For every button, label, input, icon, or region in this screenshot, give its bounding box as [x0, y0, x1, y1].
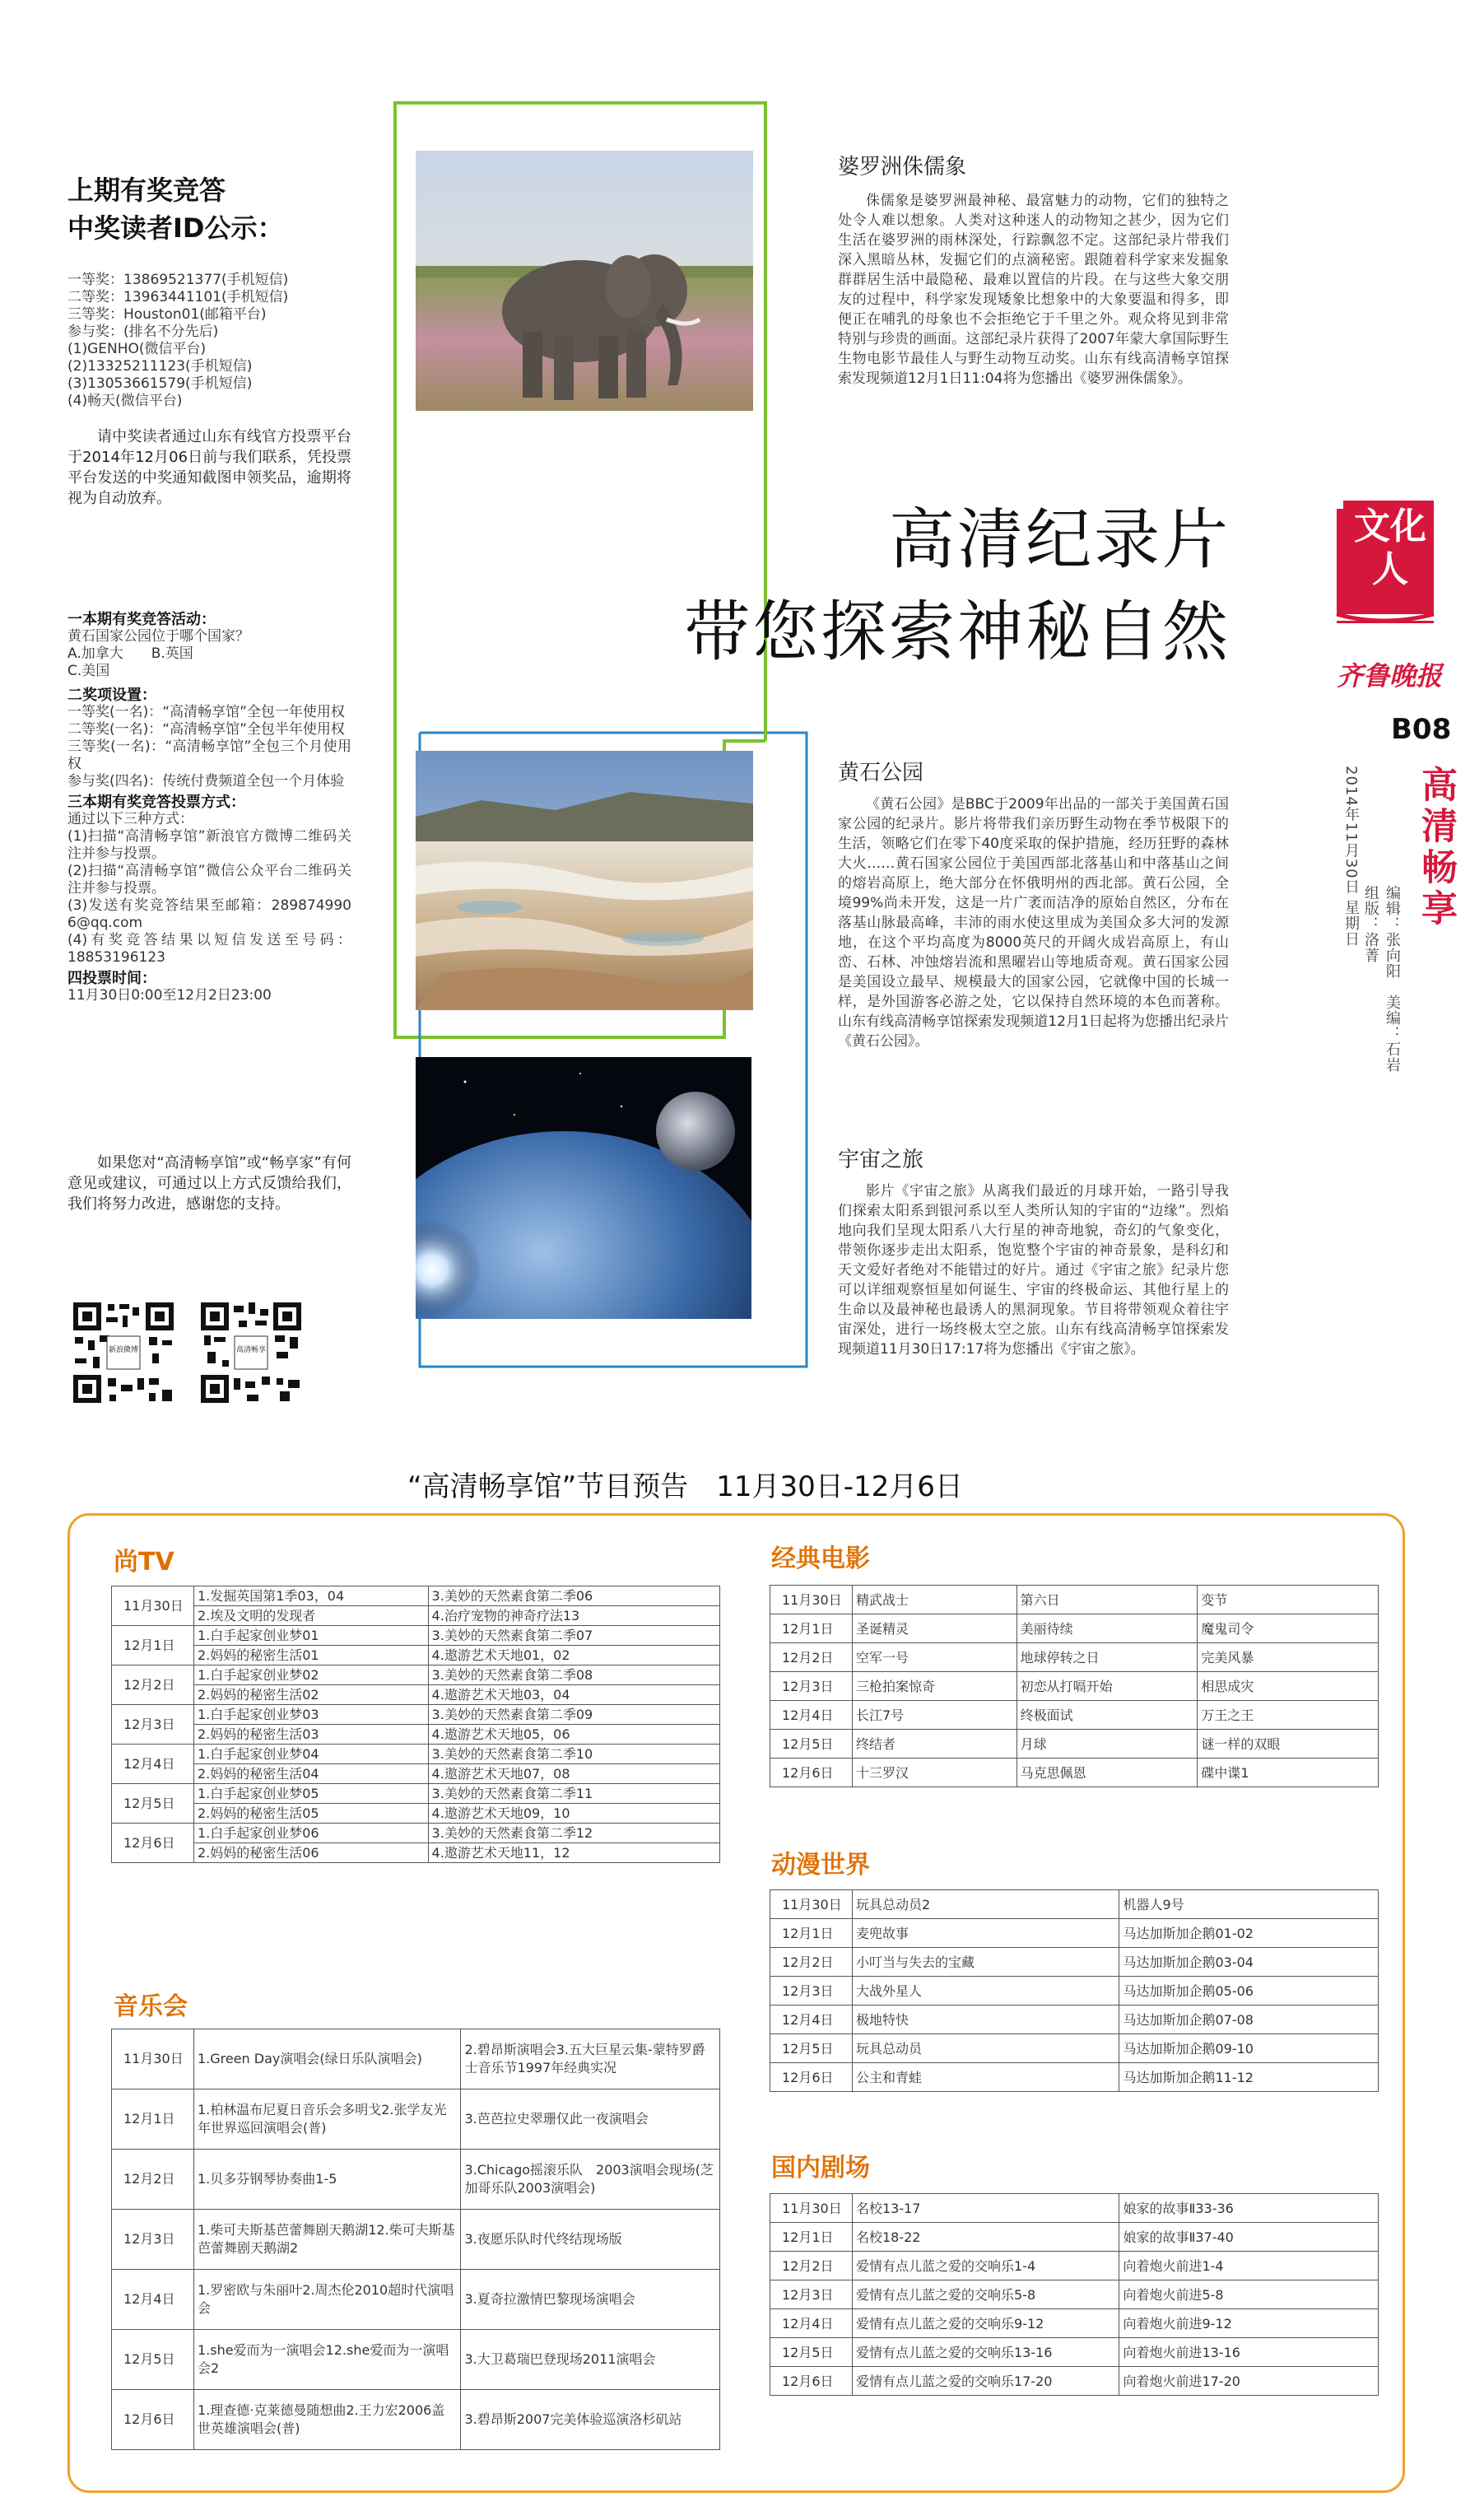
elephant-photo	[416, 151, 753, 411]
schedule-date-cell: 12月3日	[112, 1705, 194, 1745]
schedule-program-cell: 1.白手起家创业梦02	[193, 1665, 428, 1685]
schedule-program-cell: 3.美妙的天然素食第二季10	[428, 1745, 719, 1764]
schedule-date-cell: 12月6日	[112, 2390, 194, 2450]
schedule-program-cell: 4.遨游艺术天地05，06	[428, 1725, 719, 1745]
schedule-program-cell: 马达加斯加企鹅09-10	[1119, 2034, 1379, 2063]
schedule-date-cell: 12月1日	[770, 1614, 853, 1643]
quiz-question: 黄石国家公园位于哪个国家？	[67, 628, 249, 645]
schedule-program-cell: 完美风暴	[1198, 1643, 1379, 1672]
schedule-program-cell: 1.Green Day演唱会(绿日乐队演唱会)	[193, 2029, 460, 2089]
feedback-note: 如果您对“高清畅享馆”或“畅享家”有何意见或建议，可通过以上方式反馈给我们，我们将努力改进，感谢您的支持。	[67, 1154, 351, 1213]
schedule-date-cell: 12月1日	[112, 1626, 194, 1665]
prize-item: 三等奖(一名)：“高清畅享馆”全包三个月使用权	[67, 738, 351, 772]
table-row	[112, 1784, 720, 1804]
schedule-program-cell: 2.妈妈的秘密生活06	[193, 1843, 428, 1863]
music-table	[111, 2029, 720, 2450]
category-anime: 动漫世界	[771, 1851, 870, 1880]
schedule-program-cell: 1.柏林温布尼夏日音乐会多明戈2.张学友光年世界巡回演唱会(普)	[193, 2089, 460, 2150]
column-name: 高清畅享	[1415, 766, 1457, 930]
schedule-program-cell: 谜一样的双眼	[1198, 1730, 1379, 1759]
prize-item: 一等奖(一名)：“高清畅享馆”全包一年使用权	[67, 704, 345, 720]
schedule-program-cell: 机器人9号	[1119, 1890, 1379, 1919]
schedule-program-cell: 名校18-22	[852, 2223, 1119, 2252]
schedule-date-cell: 12月6日	[112, 1824, 194, 1863]
schedule-program-cell: 小叮当与失去的宝藏	[852, 1948, 1119, 1977]
time-heading: 四投票时间：	[67, 970, 156, 987]
schedule-date-cell: 11月30日	[112, 1586, 194, 1626]
schedule-program-cell: 3.大卫葛瑞巴登现场2011演唱会	[461, 2330, 720, 2390]
winner-item: (4)畅天(微信平台)	[67, 393, 183, 409]
prize-item: 二等奖(一名)：“高清畅享馆”全包半年使用权	[67, 721, 345, 738]
table-row	[112, 1606, 720, 1626]
schedule-program-cell: 1.贝多芬钢琴协奏曲1-5	[193, 2150, 460, 2210]
table-row	[112, 1685, 720, 1705]
quiz-option: A.加拿大 B.英国	[67, 645, 193, 662]
schedule-date-cell: 11月30日	[112, 2029, 194, 2089]
table-row	[770, 1614, 1379, 1643]
schedule-program-cell: 3.美妙的天然素食第二季09	[428, 1705, 719, 1725]
schedule-program-cell: 向着炮火前进1-4	[1119, 2252, 1379, 2280]
schedule-program-cell: 玩具总动员2	[852, 1890, 1119, 1919]
classic-films-table	[770, 1585, 1379, 1787]
schedule-date-cell: 12月6日	[770, 2367, 853, 2396]
editor-credits: 编辑：张向阳 美编：石岩 组版：洛菁	[1362, 885, 1401, 1088]
schedule-date-cell: 12月3日	[770, 1977, 853, 2006]
schedule-program-cell: 万王之王	[1198, 1701, 1379, 1730]
table-row	[770, 1586, 1379, 1614]
page-number: B08	[1391, 713, 1452, 746]
weibo-qr-code	[70, 1299, 177, 1406]
table-row	[112, 1626, 720, 1646]
schedule-program-cell: 终极面试	[1016, 1701, 1198, 1730]
schedule-program-cell: 3.夜愿乐队时代终结现场版	[461, 2210, 720, 2270]
table-row	[770, 2223, 1379, 2252]
schedule-date-cell: 12月1日	[770, 2223, 853, 2252]
schedule-date-cell: 12月3日	[770, 1672, 853, 1701]
schedule-program-cell: 2.妈妈的秘密生活04	[193, 1764, 428, 1784]
table-row	[770, 1919, 1379, 1948]
schedule-date-cell: 12月4日	[770, 2006, 853, 2034]
schedule-program-cell: 爱情有点儿蓝之爱的交响乐5-8	[852, 2280, 1119, 2309]
prev-winners-title	[67, 171, 347, 247]
schedule-program-cell: 1.柴可夫斯基芭蕾舞剧天鹅湖12.柴可夫斯基芭蕾舞剧天鹅湖2	[193, 2210, 460, 2270]
section-name: 文化人	[1354, 505, 1426, 590]
winner-item: 三等奖：Houston01(邮箱平台)	[67, 306, 267, 323]
schedule-program-cell: 大战外星人	[852, 1977, 1119, 2006]
claim-notice: 请中奖读者通过山东有线官方投票平台于2014年12月06日前与我们联系，凭投票平台发送的中奖通知截图申领奖品，逾期将视为自动放弃。	[67, 428, 351, 507]
schedule-program-cell: 向着炮火前进17-20	[1119, 2367, 1379, 2396]
table-row	[112, 1824, 720, 1843]
method-item: (4)有奖竞答结果以短信发送至号码：18853196123	[67, 932, 351, 966]
schedule-program-cell: 3.Chicago摇滚乐队 2003演唱会现场(芝加哥乐队2003演唱会)	[461, 2150, 720, 2210]
shang-tv-table	[111, 1586, 720, 1863]
schedule-program-cell: 4.遨游艺术天地03，04	[428, 1685, 719, 1705]
table-row	[112, 1764, 720, 1784]
schedule-program-cell: 娘家的故事Ⅱ33-36	[1119, 2194, 1379, 2223]
table-row	[770, 1643, 1379, 1672]
table-row	[112, 1725, 720, 1745]
schedule-program-cell: 3.夏奇拉激情巴黎现场演唱会	[461, 2270, 720, 2330]
schedule-date-cell: 12月2日	[112, 1665, 194, 1705]
schedule-program-cell: 4.遨游艺术天地09，10	[428, 1804, 719, 1824]
prize-heading: 二奖项设置：	[67, 687, 156, 704]
schedule-program-cell: 4.遨游艺术天地11，12	[428, 1843, 719, 1863]
schedule-program-cell: 名校13-17	[852, 2194, 1119, 2223]
schedule-date-cell: 11月30日	[770, 1586, 853, 1614]
schedule-program-cell: 向着炮火前进9-12	[1119, 2309, 1379, 2338]
table-row	[770, 1701, 1379, 1730]
schedule-program-cell: 1.发掘英国第1季03，04	[193, 1586, 428, 1606]
schedule-date-cell: 12月2日	[112, 2150, 194, 2210]
schedule-date-cell: 12月1日	[770, 1919, 853, 1948]
schedule-program-cell: 空军一号	[852, 1643, 1016, 1672]
space-photo	[416, 1057, 751, 1319]
table-row	[112, 2270, 720, 2330]
schedule-date-cell: 12月6日	[770, 2063, 853, 2092]
quiz-option: C.美国	[67, 663, 110, 679]
schedule-program-cell: 4.治疗宠物的神奇疗法13	[428, 1606, 719, 1626]
method-item: 通过以下三种方式：	[67, 811, 193, 827]
schedule-date-cell: 12月5日	[770, 1730, 853, 1759]
table-row	[770, 2280, 1379, 2309]
schedule-program-cell: 爱情有点儿蓝之爱的交响乐13-16	[852, 2338, 1119, 2367]
schedule-date-cell: 11月30日	[770, 1890, 853, 1919]
schedule-program-cell: 十三罗汉	[852, 1759, 1016, 1787]
schedule-program-cell: 变节	[1198, 1586, 1379, 1614]
schedule-program-cell: 2.妈妈的秘密生活01	[193, 1646, 428, 1665]
table-row	[770, 2252, 1379, 2280]
schedule-program-cell: 初恋从打嗝开始	[1016, 1672, 1198, 1701]
schedule-program-cell: 魔鬼司令	[1198, 1614, 1379, 1643]
schedule-program-cell: 3.碧昂斯2007完美体验巡演洛杉矶站	[461, 2390, 720, 2450]
vote-time: 11月30日0:00至12月2日23:00	[67, 987, 272, 1004]
schedule-program-cell: 1.罗密欧与朱丽叶2.周杰伦2010超时代演唱会	[193, 2270, 460, 2330]
table-row	[112, 2150, 720, 2210]
table-row	[112, 1804, 720, 1824]
schedule-program-cell: 2.妈妈的秘密生活05	[193, 1804, 428, 1824]
category-classic-films: 经典电影	[771, 1544, 870, 1573]
schedule-program-cell: 2.妈妈的秘密生活02	[193, 1685, 428, 1705]
winner-item: 二等奖：13963441101(手机短信)	[67, 289, 289, 305]
schedule-program-cell: 3.美妙的天然素食第二季12	[428, 1824, 719, 1843]
schedule-program-cell: 1.白手起家创业梦05	[193, 1784, 428, 1804]
schedule-program-cell: 月球	[1016, 1730, 1198, 1759]
schedule-date-cell: 12月2日	[770, 1948, 853, 1977]
table-row	[112, 2029, 720, 2089]
schedule-program-cell: 爱情有点儿蓝之爱的交响乐9-12	[852, 2309, 1119, 2338]
schedule-date-cell: 11月30日	[770, 2194, 853, 2223]
table-row	[112, 1665, 720, 1685]
schedule-program-cell: 1.白手起家创业梦04	[193, 1745, 428, 1764]
table-row	[112, 1705, 720, 1725]
table-row	[112, 2330, 720, 2390]
wechat-qr-code	[198, 1299, 305, 1406]
schedule-program-cell: 3.美妙的天然素食第二季11	[428, 1784, 719, 1804]
title-line-1: 上期有奖竞答	[67, 175, 226, 206]
article-3-body: 影片《宇宙之旅》从离我们最近的月球开始，一路引导我们探索太阳系到银河系以至人类所认知的宇宙的“边缘”。烈焰地向我们呈现太阳系八大行星的神奇地貌，奇幻的气象变化，带领你逐步走出太阳系，饱览整个宇宙的神奇景象，是科幻和天文爱好者绝对不能错过的好片。通过《宇宙之旅》纪录片您可以详细观察恒星如何诞生、宇宙的终极命运、其他行星上的生命以及最神秘也最诱人的黑洞现象。节目将带领观众着往宇宙深处，进行一场终极太空之旅。山东有线高清畅享馆探索发现频道11月30日17:17将为您播出《宇宙之旅》。	[838, 1183, 1229, 1358]
category-domestic-drama: 国内剧场	[771, 2154, 870, 2183]
schedule-program-cell: 4.遨游艺术天地07，08	[428, 1764, 719, 1784]
schedule-program-cell: 2.妈妈的秘密生活03	[193, 1725, 428, 1745]
winner-item: (2)13325211123(手机短信)	[67, 358, 253, 375]
winner-item: (3)13053661579(手机短信)	[67, 375, 253, 392]
qr-label: 新浪微博	[109, 1346, 139, 1354]
schedule-program-cell: 麦兜故事	[852, 1919, 1119, 1948]
schedule-program-cell: 美丽待续	[1016, 1614, 1198, 1643]
winner-list	[67, 272, 347, 410]
table-row	[770, 2309, 1379, 2338]
schedule-program-cell: 玩具总动员	[852, 2034, 1119, 2063]
schedule-date-cell: 12月4日	[770, 1701, 853, 1730]
table-row	[770, 1890, 1379, 1919]
schedule-program-cell: 1.白手起家创业梦06	[193, 1824, 428, 1843]
winner-item: 一等奖：13869521377(手机短信)	[67, 272, 289, 288]
schedule-program-cell: 相思成灾	[1198, 1672, 1379, 1701]
schedule-program-cell: 4.遨游艺术天地01，02	[428, 1646, 719, 1665]
schedule-title: “高清畅享馆”节目预告 11月30日-12月6日	[407, 1470, 963, 1503]
schedule-program-cell: 第六日	[1016, 1586, 1198, 1614]
table-row	[770, 1672, 1379, 1701]
table-row	[770, 1948, 1379, 1977]
method-item: (2)扫描“高清畅享馆”微信公众平台二维码关注并参与投票。	[67, 863, 351, 897]
schedule-date-cell: 12月4日	[770, 2309, 853, 2338]
newspaper-logo: 齐鲁晚报	[1337, 660, 1443, 692]
schedule-date-cell: 12月5日	[770, 2034, 853, 2063]
schedule-program-cell: 马达加斯加企鹅03-04	[1119, 1948, 1379, 1977]
article-1-body: 侏儒象是婆罗洲最神秘、最富魅力的动物，它们的独特之处令人难以想象。人类对这种迷人的动物知之甚少，因为它们生活在婆罗洲的雨林深处，行踪飘忽不定。这部纪录片带我们深入黑暗丛林，发掘它们的点滴秘密。跟随着科学家来发掘象群群居生活中最隐秘、最难以置信的片段。在与这些大象交朋友的过程中，科学家发现矮象比想象中的大象要温和得多，即便正在哺乳的母象也不会拒绝它于千里之外。观众将见到非常特别与珍贵的画面。这部纪录片获得了2007年蒙大拿国际野生生物电影节最佳人与野生动物互动奖。山东有线高清畅享馆探索发现频道12月1日11:04将为您播出《婆罗洲侏儒象》。	[838, 193, 1229, 387]
schedule-program-cell: 爱情有点儿蓝之爱的交响乐17-20	[852, 2367, 1119, 2396]
table-row	[770, 2367, 1379, 2396]
schedule-program-cell: 马达加斯加企鹅11-12	[1119, 2063, 1379, 2092]
schedule-program-cell: 碟中谍1	[1198, 1759, 1379, 1787]
table-row	[770, 2034, 1379, 2063]
main-headline	[494, 494, 1230, 678]
schedule-program-cell: 向着炮火前进13-16	[1119, 2338, 1379, 2367]
schedule-program-cell: 圣诞精灵	[852, 1614, 1016, 1643]
qr-label: 高清畅享	[236, 1346, 267, 1354]
schedule-date-cell: 12月5日	[112, 2330, 194, 2390]
table-row	[770, 2063, 1379, 2092]
table-row	[770, 2338, 1379, 2367]
schedule-program-cell: 马达加斯加企鹅01-02	[1119, 1919, 1379, 1948]
table-row	[112, 2390, 720, 2450]
issue-date: 2014年11月30日 星期日	[1342, 766, 1360, 948]
headline-line-2: 带您探索神秘自然	[684, 594, 1230, 670]
schedule-program-cell: 公主和青蛙	[852, 2063, 1119, 2092]
anime-table	[770, 1889, 1379, 2092]
table-row	[112, 2210, 720, 2270]
method-item: (1)扫描“高清畅享馆”新浪官方微博二维码关注并参与投票。	[67, 828, 351, 862]
table-row	[112, 1843, 720, 1863]
table-row	[112, 2089, 720, 2150]
schedule-program-cell: 极地特快	[852, 2006, 1119, 2034]
schedule-program-cell: 2.碧昂斯演唱会3.五大巨星云集-蒙特罗爵士音乐节1997年经典实况	[461, 2029, 720, 2089]
schedule-program-cell: 娘家的故事Ⅱ37-40	[1119, 2223, 1379, 2252]
schedule-program-cell: 1.理查德·克莱德曼随想曲2.王力宏2006盖世英雄演唱会(普)	[193, 2390, 460, 2450]
winner-item: (1)GENHO(微信平台)	[67, 341, 207, 357]
headline-line-1: 高清纪录片	[889, 501, 1230, 578]
yellowstone-photo	[416, 751, 753, 1010]
article-2-body: 《黄石公园》是BBC于2009年出品的一部关于美国黄石国家公园的纪录片。影片将带我们亲历野生动物在季节极限下的生活，领略它们在零下40度采取的保护措施，经历狂野的森林大火……黄石国家公园位于美国西部北落基山和中落基山之间的熔岩高原上，绝大部分在怀俄明州的西北部。黄石公园，全境99%尚未开发，这是一片广袤而洁净的原始自然区，分布在落基山脉最高峰，丰沛的雨水使这里成为美国众多大河的发源地，在这个平均高度为8000英尺的开阔火成岩高原上，有山峦、石林、冲蚀熔岩流和黑曜岩山等地质奇观。黄石国家公园是美国设立最早、规模最大的国家公园，它就像中国的长城一样，是外国游客必游之处，它以保持自然环境的本色而著称。山东有线高清畅享馆探索发现频道12月1日起将为您播出纪录片《黄石公园》。	[838, 796, 1229, 1050]
schedule-date-cell: 12月2日	[770, 1643, 853, 1672]
article-1-title: 婆罗洲侏儒象	[838, 155, 967, 179]
article-3-title: 宇宙之旅	[838, 1148, 924, 1172]
schedule-date-cell: 12月2日	[770, 2252, 853, 2280]
table-row	[112, 1745, 720, 1764]
category-music: 音乐会	[114, 1992, 188, 2021]
activity-heading: 一本期有奖竞答活动：	[67, 611, 216, 628]
schedule-date-cell: 12月5日	[112, 1784, 194, 1824]
quiz-activity	[67, 611, 351, 1004]
schedule-program-cell: 三枪拍案惊奇	[852, 1672, 1016, 1701]
schedule-program-cell: 1.白手起家创业梦03	[193, 1705, 428, 1725]
title-line-2: 中奖读者ID公示：	[67, 212, 284, 244]
domestic-drama-table	[770, 2193, 1379, 2396]
schedule-program-cell: 2.埃及文明的发现者	[193, 1606, 428, 1626]
schedule-date-cell: 12月3日	[112, 2210, 194, 2270]
schedule-program-cell: 3.芭芭拉史翠珊仅此一夜演唱会	[461, 2089, 720, 2150]
schedule-program-cell: 马克思佩恩	[1016, 1759, 1198, 1787]
schedule-date-cell: 12月1日	[112, 2089, 194, 2150]
table-row	[770, 2194, 1379, 2223]
schedule-program-cell: 终结者	[852, 1730, 1016, 1759]
schedule-program-cell: 马达加斯加企鹅05-06	[1119, 1977, 1379, 2006]
method-heading: 三本期有奖竞答投票方式：	[67, 794, 245, 811]
section-masthead	[1333, 497, 1457, 692]
schedule-program-cell: 3.美妙的天然素食第二季08	[428, 1665, 719, 1685]
schedule-date-cell: 12月5日	[770, 2338, 853, 2367]
schedule-program-cell: 地球停转之日	[1016, 1643, 1198, 1672]
method-item: (3)发送有奖竞答结果至邮箱：289874990 6@qq.com	[67, 897, 351, 931]
schedule-program-cell: 长江7号	[852, 1701, 1016, 1730]
schedule-date-cell: 12月3日	[770, 2280, 853, 2309]
table-row	[770, 1759, 1379, 1787]
category-shang-tv: 尚TV	[114, 1548, 174, 1577]
schedule-program-cell: 爱情有点儿蓝之爱的交响乐1-4	[852, 2252, 1119, 2280]
table-row	[112, 1586, 720, 1606]
schedule-program-cell: 1.she爱而为一演唱会12.she爱而为一演唱会2	[193, 2330, 460, 2390]
schedule-program-cell: 精武战士	[852, 1586, 1016, 1614]
schedule-date-cell: 12月4日	[112, 2270, 194, 2330]
table-row	[770, 2006, 1379, 2034]
schedule-date-cell: 12月4日	[112, 1745, 194, 1784]
schedule-program-cell: 3.美妙的天然素食第二季07	[428, 1626, 719, 1646]
table-row	[770, 1977, 1379, 2006]
schedule-date-cell: 12月6日	[770, 1759, 853, 1787]
schedule-program-cell: 马达加斯加企鹅07-08	[1119, 2006, 1379, 2034]
winner-item: 参与奖：(排名不分先后)	[67, 324, 219, 340]
schedule-program-cell: 3.美妙的天然素食第二季06	[428, 1586, 719, 1606]
table-row	[112, 1646, 720, 1665]
schedule-program-cell: 向着炮火前进5-8	[1119, 2280, 1379, 2309]
table-row	[770, 1730, 1379, 1759]
schedule-program-cell: 1.白手起家创业梦01	[193, 1626, 428, 1646]
prize-item: 参与奖(四名)：传统付费频道全包一个月体验	[67, 773, 345, 790]
article-2-title: 黄石公园	[838, 761, 924, 785]
